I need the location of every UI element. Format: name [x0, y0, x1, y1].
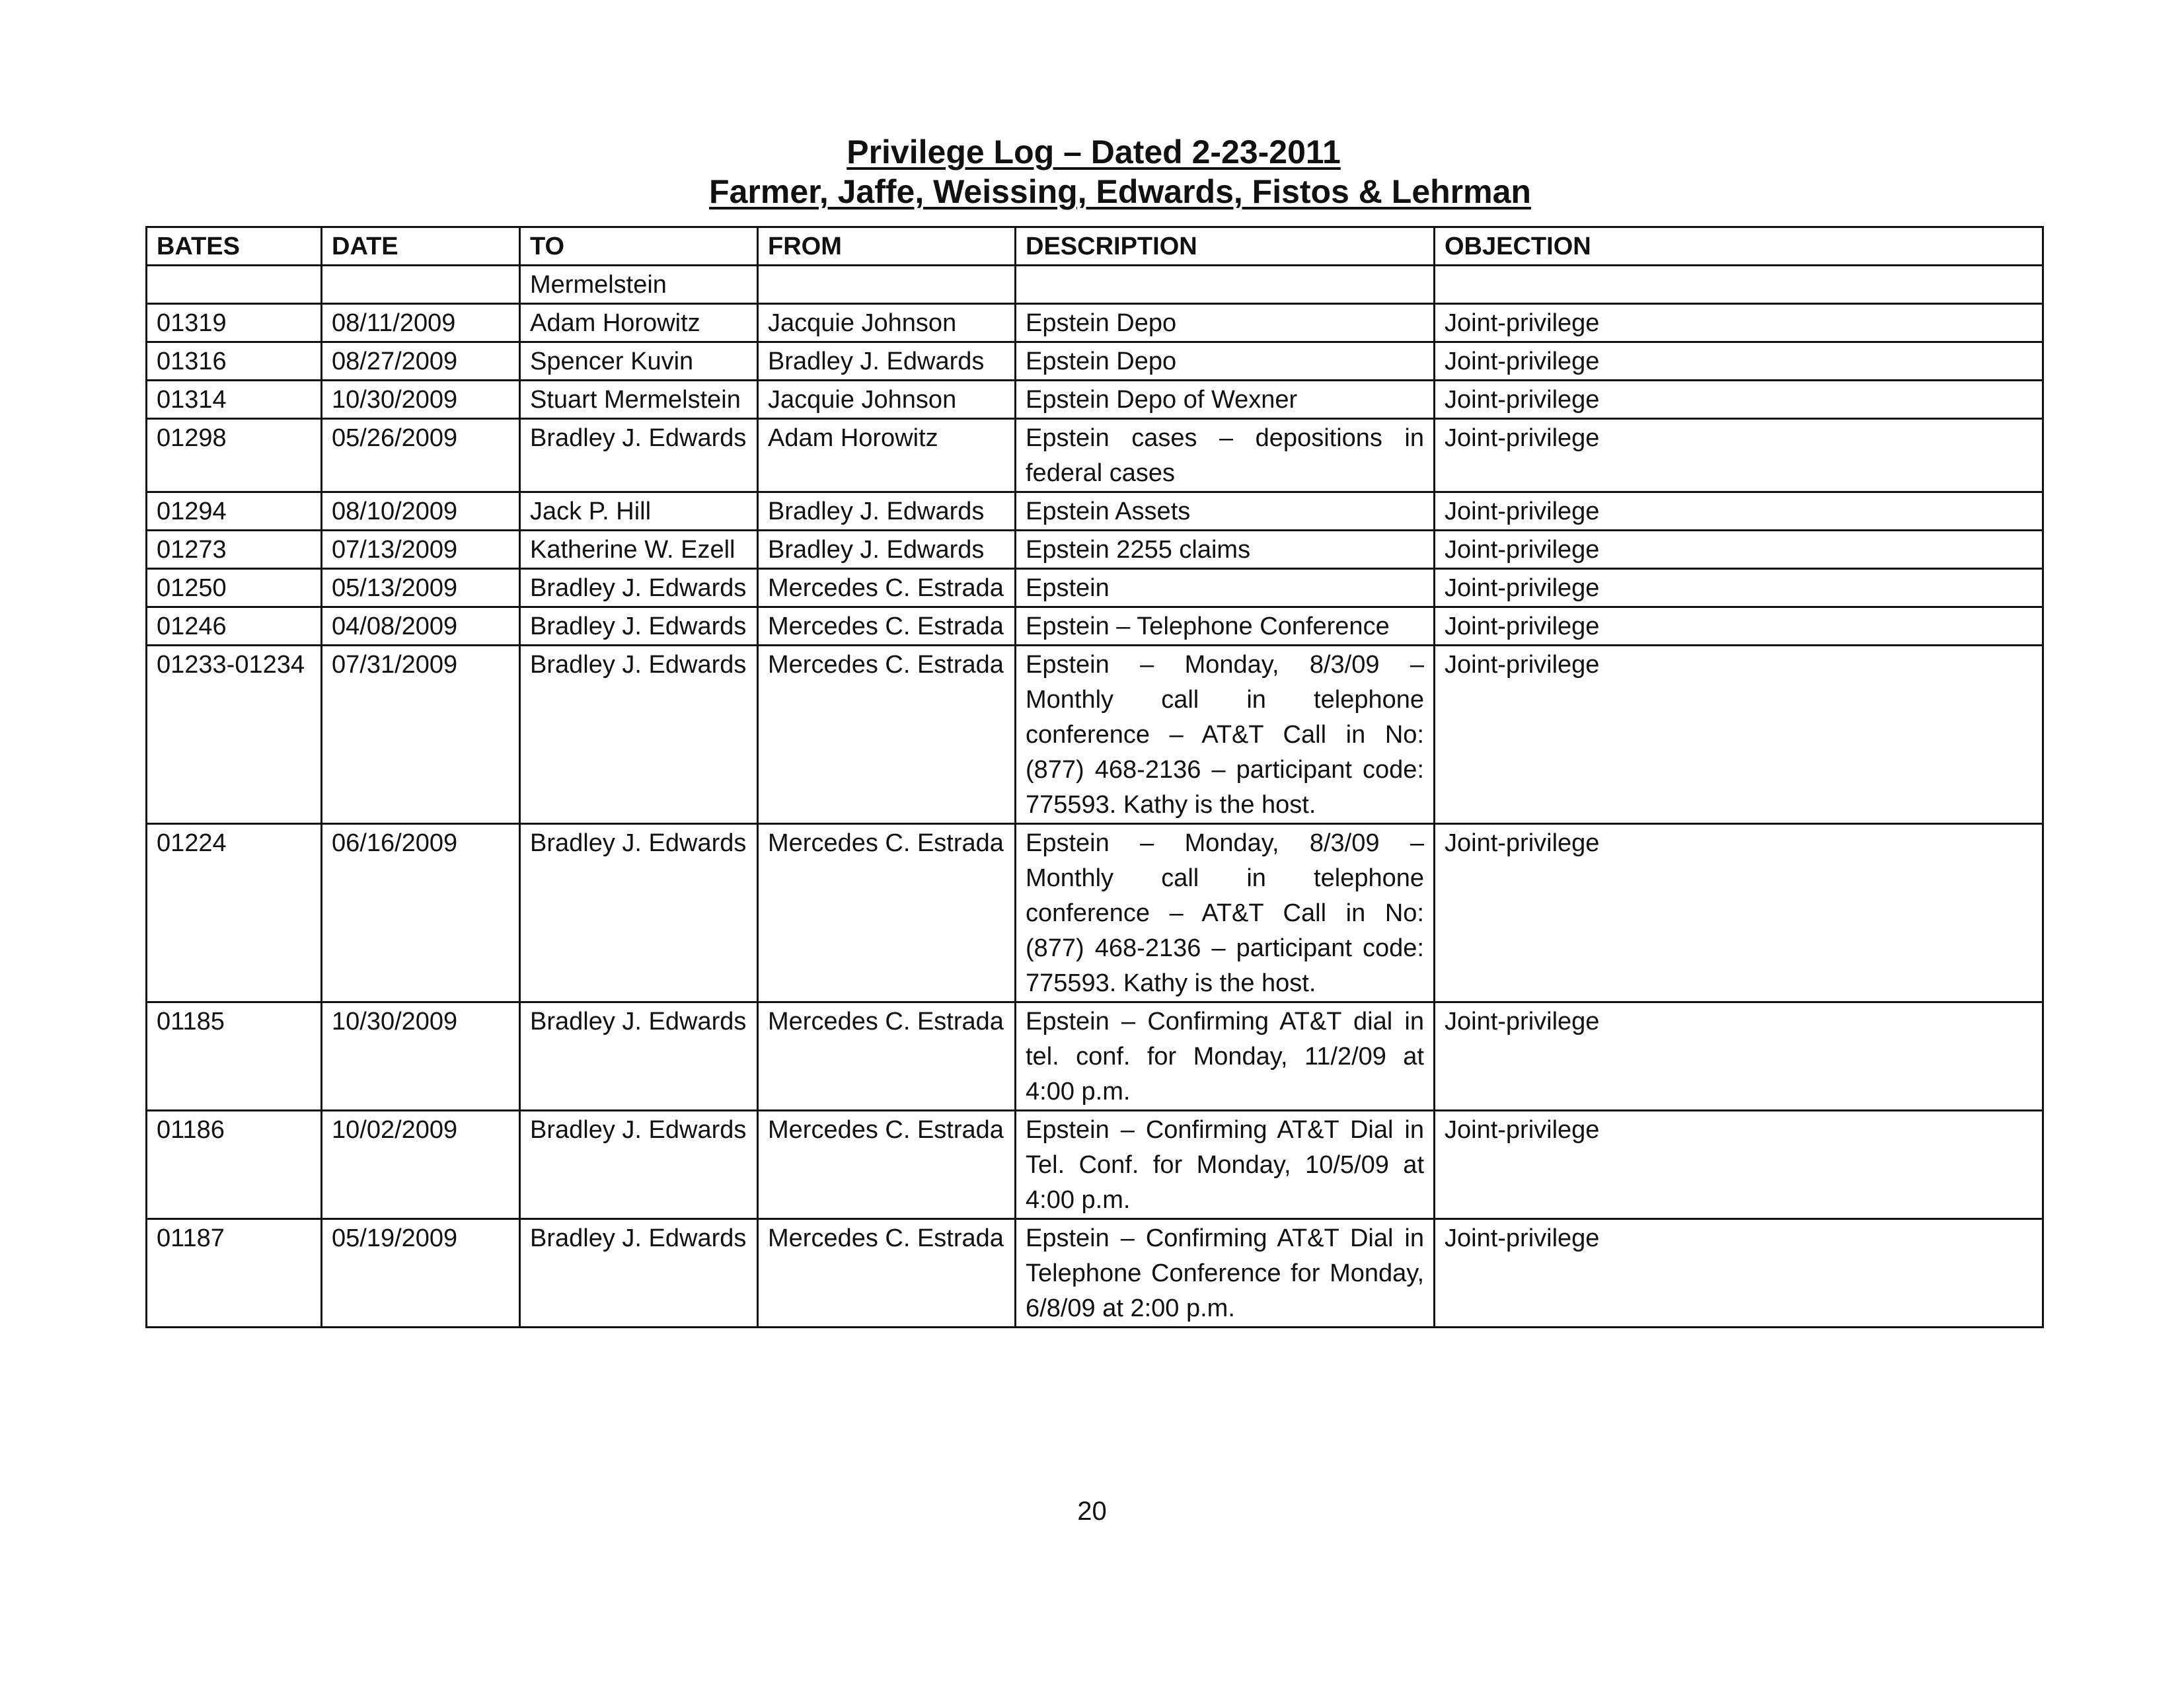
cell-description: Epstein cases – depositions in federal cases	[1016, 419, 1435, 492]
header-objection: OBJECTION	[1435, 227, 2043, 266]
cell-from	[758, 266, 1016, 304]
header-from: FROM	[758, 227, 1016, 266]
cell-objection: Joint-privilege	[1435, 1219, 2043, 1328]
cell-date: 05/19/2009	[322, 1219, 520, 1328]
table-row	[147, 531, 2043, 569]
cell-to: Bradley J. Edwards	[520, 1002, 758, 1111]
table-row	[147, 492, 2043, 531]
cell-objection: Joint-privilege	[1435, 646, 2043, 824]
cell-description: Epstein – Confirming AT&T Dial in Telephone Conference for Monday, 6/8/09 at 2:00 p.m.	[1016, 1219, 1435, 1328]
cell-date: 07/31/2009	[322, 646, 520, 824]
table-row	[147, 1219, 2043, 1328]
cell-description: Epstein Assets	[1016, 492, 1435, 531]
table-header-row	[147, 227, 2043, 266]
cell-bates: 01250	[147, 569, 322, 607]
table-row	[147, 569, 2043, 607]
cell-objection: Joint-privilege	[1435, 1002, 2043, 1111]
cell-description: Epstein – Confirming AT&T dial in tel. conf. for Monday, 11/2/09 at 4:00 p.m.	[1016, 1002, 1435, 1111]
cell-from: Mercedes C. Estrada	[758, 1111, 1016, 1219]
cell-bates: 01298	[147, 419, 322, 492]
title-line-firm-name: Farmer, Jaffe, Weissing, Edwards, Fistos & Lehrman	[709, 173, 1531, 210]
cell-description: Epstein Depo	[1016, 304, 1435, 342]
cell-bates: 01186	[147, 1111, 322, 1219]
cell-from: Mercedes C. Estrada	[758, 607, 1016, 646]
cell-from: Mercedes C. Estrada	[758, 1219, 1016, 1328]
cell-objection: Joint-privilege	[1435, 304, 2043, 342]
cell-from: Mercedes C. Estrada	[758, 646, 1016, 824]
cell-date	[322, 266, 520, 304]
cell-date: 05/26/2009	[322, 419, 520, 492]
table-row	[147, 824, 2043, 1002]
cell-date: 08/11/2009	[322, 304, 520, 342]
cell-from: Bradley J. Edwards	[758, 531, 1016, 569]
cell-from: Mercedes C. Estrada	[758, 824, 1016, 1002]
cell-date: 10/30/2009	[322, 381, 520, 419]
cell-description: Epstein – Telephone Conference	[1016, 607, 1435, 646]
cell-date: 10/30/2009	[322, 1002, 520, 1111]
cell-to: Jack P. Hill	[520, 492, 758, 531]
cell-to: Adam Horowitz	[520, 304, 758, 342]
cell-objection: Joint-privilege	[1435, 607, 2043, 646]
cell-bates: 01185	[147, 1002, 322, 1111]
cell-bates	[147, 266, 322, 304]
cell-objection: Joint-privilege	[1435, 531, 2043, 569]
title-line-privilege-log: Privilege Log – Dated 2-23-2011	[847, 133, 1341, 170]
cell-date: 06/16/2009	[322, 824, 520, 1002]
privilege-log-table	[145, 226, 2044, 1328]
cell-date: 10/02/2009	[322, 1111, 520, 1219]
cell-objection: Joint-privilege	[1435, 824, 2043, 1002]
cell-to: Bradley J. Edwards	[520, 607, 758, 646]
cell-to: Bradley J. Edwards	[520, 1111, 758, 1219]
cell-bates: 01316	[147, 342, 322, 381]
cell-objection	[1435, 266, 2043, 304]
cell-description: Epstein – Monday, 8/3/09 – Monthly call in telephone conference – AT&T Call in No: (877) 468-2136 – participant code: 775593. Kathy is the host.	[1016, 646, 1435, 824]
cell-bates: 01273	[147, 531, 322, 569]
cell-from: Mercedes C. Estrada	[758, 569, 1016, 607]
cell-objection: Joint-privilege	[1435, 492, 2043, 531]
header-description: DESCRIPTION	[1016, 227, 1435, 266]
page-title	[145, 132, 2042, 211]
page-number: 20	[1077, 1497, 1107, 1526]
cell-to: Katherine W. Ezell	[520, 531, 758, 569]
cell-to: Bradley J. Edwards	[520, 646, 758, 824]
cell-from: Jacquie Johnson	[758, 304, 1016, 342]
table-row	[147, 419, 2043, 492]
cell-date: 08/27/2009	[322, 342, 520, 381]
table-row	[147, 342, 2043, 381]
cell-to: Bradley J. Edwards	[520, 569, 758, 607]
cell-from: Mercedes C. Estrada	[758, 1002, 1016, 1111]
cell-bates: 01246	[147, 607, 322, 646]
cell-to: Spencer Kuvin	[520, 342, 758, 381]
header-date: DATE	[322, 227, 520, 266]
cell-to: Bradley J. Edwards	[520, 824, 758, 1002]
cell-to: Bradley J. Edwards	[520, 419, 758, 492]
table-row	[147, 1111, 2043, 1219]
cell-date: 07/13/2009	[322, 531, 520, 569]
cell-date: 08/10/2009	[322, 492, 520, 531]
cell-bates: 01319	[147, 304, 322, 342]
cell-from: Bradley J. Edwards	[758, 342, 1016, 381]
table-row	[147, 266, 2043, 304]
cell-bates: 01233-01234	[147, 646, 322, 824]
cell-from: Jacquie Johnson	[758, 381, 1016, 419]
cell-description: Epstein Depo of Wexner	[1016, 381, 1435, 419]
cell-to: Stuart Mermelstein	[520, 381, 758, 419]
cell-objection: Joint-privilege	[1435, 1111, 2043, 1219]
cell-objection: Joint-privilege	[1435, 419, 2043, 492]
cell-description: Epstein 2255 claims	[1016, 531, 1435, 569]
cell-description: Epstein Depo	[1016, 342, 1435, 381]
cell-to: Bradley J. Edwards	[520, 1219, 758, 1328]
header-bates: BATES	[147, 227, 322, 266]
cell-from: Bradley J. Edwards	[758, 492, 1016, 531]
cell-bates: 01314	[147, 381, 322, 419]
table-row	[147, 1002, 2043, 1111]
table-row	[147, 304, 2043, 342]
cell-to: Mermelstein	[520, 266, 758, 304]
table-row	[147, 381, 2043, 419]
header-to: TO	[520, 227, 758, 266]
cell-bates: 01294	[147, 492, 322, 531]
table-row	[147, 607, 2043, 646]
cell-from: Adam Horowitz	[758, 419, 1016, 492]
cell-objection: Joint-privilege	[1435, 342, 2043, 381]
cell-description: Epstein	[1016, 569, 1435, 607]
cell-bates: 01224	[147, 824, 322, 1002]
cell-date: 05/13/2009	[322, 569, 520, 607]
cell-objection: Joint-privilege	[1435, 381, 2043, 419]
cell-description: Epstein – Monday, 8/3/09 – Monthly call in telephone conference – AT&T Call in No: (877) 468-2136 – participant code: 775593. Kathy is the host.	[1016, 824, 1435, 1002]
table-row	[147, 646, 2043, 824]
cell-description: Epstein – Confirming AT&T Dial in Tel. Conf. for Monday, 10/5/09 at 4:00 p.m.	[1016, 1111, 1435, 1219]
cell-date: 04/08/2009	[322, 607, 520, 646]
cell-bates: 01187	[147, 1219, 322, 1328]
cell-description	[1016, 266, 1435, 304]
cell-objection: Joint-privilege	[1435, 569, 2043, 607]
